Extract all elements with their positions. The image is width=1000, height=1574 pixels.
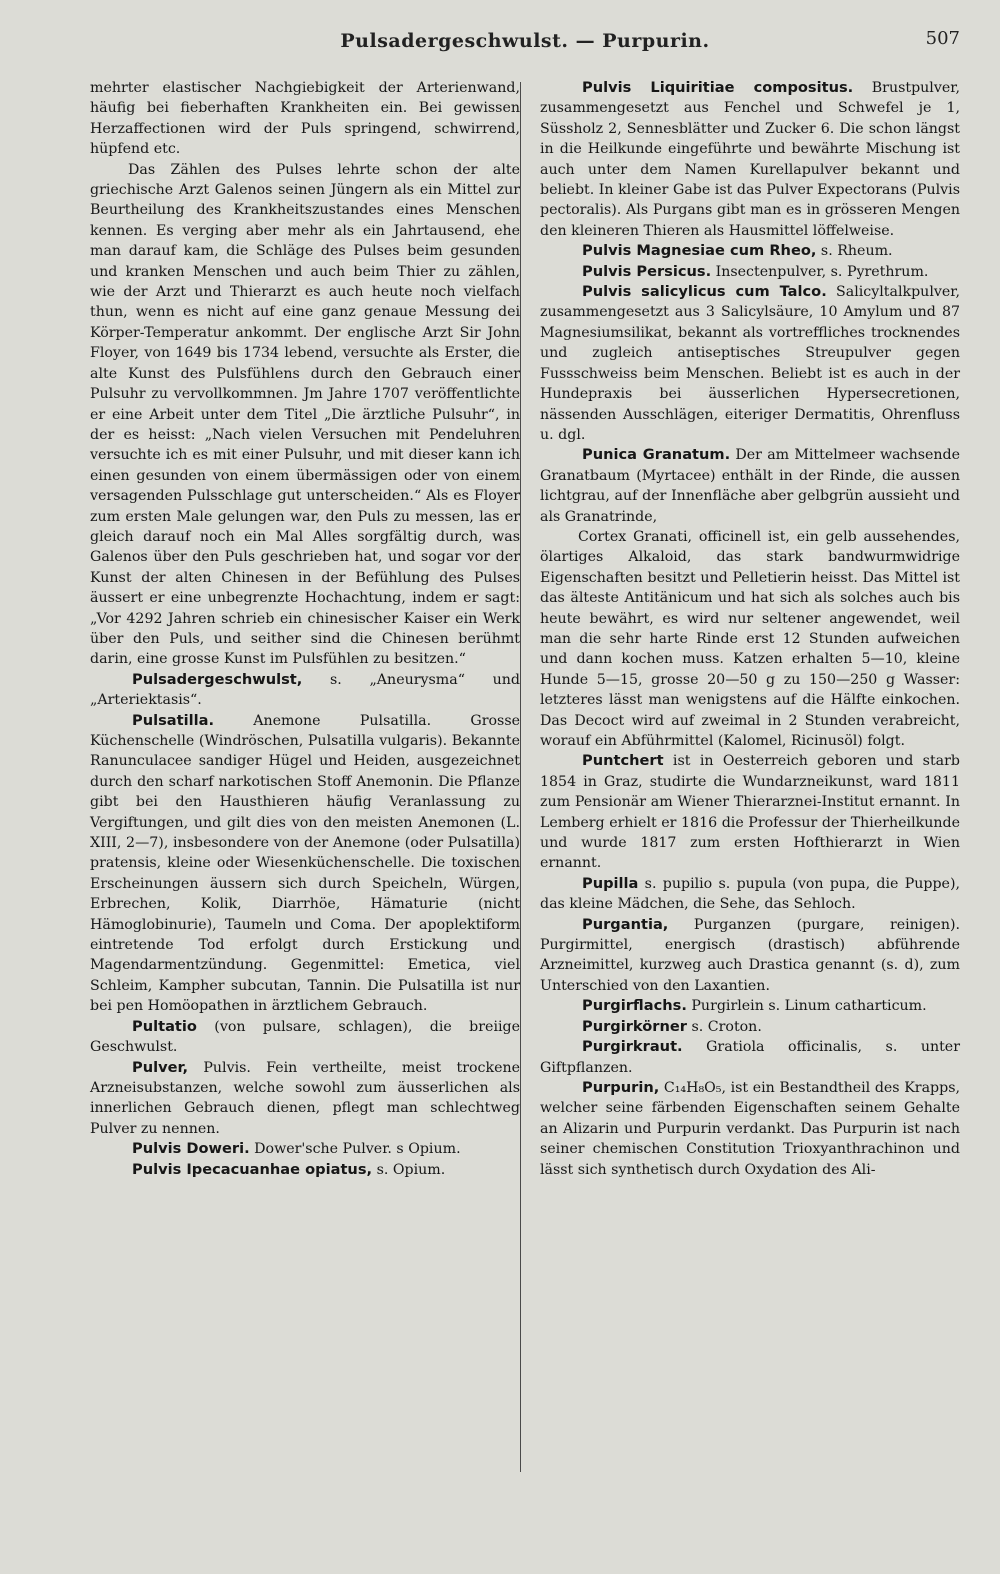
dictionary-entry	[90, 1160, 520, 1180]
entry-text: s. Rheum.	[816, 243, 893, 260]
dictionary-entry	[540, 78, 960, 241]
dictionary-entry	[540, 1017, 960, 1037]
entry-text: mehrter elastischer Nachgiebigkeit der Arterienwand, häufig bei fieberhaften Krankheiten ein. Bei gewissen Herzaffectionen wird der Puls springend, schwirrend, hüpfend etc.	[90, 80, 520, 158]
entry-headword: Pulvis Persicus.	[582, 262, 712, 280]
entry-headword: Pulvis Liquiritiae compositus.	[582, 79, 854, 96]
dictionary-entry	[540, 282, 960, 445]
entry-text: Purganzen (purgare, reinigen). Purgirmittel, energisch (drastisch) abführende Arzneimittel, kurzweg auch Drastica genannt (s. d), zum Unterschied von den Laxantien.	[540, 916, 960, 994]
entry-text: Brustpulver, zusammengesetzt aus Fenchel und Schwefel je 1, Süssholz 2, Sennesblätter und Zucker 6. Die schon längst in die Heilkunde eingeführte und bewährte Mischung ist auch unter dem Namen Kurellapulver bekannt und beliebt. In kleiner Gabe ist das Pulver Expectorans (Pulvis pectoralis). Als Purgans gibt man es in grösseren Mengen den kleineren Thieren als Hausmittel löffelweise.	[540, 80, 960, 239]
entry-text: Salicyltalkpulver, zusammengesetzt aus 3 Salicylsäure, 10 Amylum und 87 Magnesiumsilikat, bekannt als vortreffliches trocknendes und zugleich antiseptisches Streupulver gegen Fussschweiss beim Menschen. Beliebt ist es auch in der Hundepraxis bei äusserlichen Hypersecretionen, nässenden Ausschlägen, eiteriger Dermatitis, Ohrenfluss u. dgl.	[540, 284, 960, 443]
dictionary-entry	[90, 1017, 520, 1058]
entry-headword: Punica Granatum.	[582, 446, 731, 464]
dictionary-entry	[90, 1058, 520, 1140]
entry-headword: Purgirflachs.	[582, 997, 687, 1015]
entry-headword: Pulvis Magnesiae cum Rheo,	[582, 242, 817, 260]
entry-text: s. Opium.	[372, 1161, 446, 1178]
entry-text: s. Croton.	[686, 1018, 762, 1035]
paragraph	[540, 527, 960, 751]
left-column	[90, 78, 520, 1180]
dictionary-entry	[540, 241, 960, 261]
dictionary-entry	[540, 445, 960, 527]
page-header	[90, 26, 960, 60]
entry-text: Dower'sche Pulver. s Opium.	[249, 1141, 461, 1158]
paragraph	[90, 160, 520, 670]
running-title: Pulsadergeschwulst. — Purpurin.	[340, 30, 710, 52]
entry-headword: Pulvis Doweri.	[132, 1140, 250, 1158]
entry-text: s. pupilio s. pupula (von pupa, die Puppe), das kleine Mädchen, die Sehe, das Sehloch.	[540, 875, 960, 913]
dictionary-entry	[90, 711, 520, 1017]
entry-text: (von pulsare, schlagen), die breiige Geschwulst.	[90, 1018, 520, 1056]
dictionary-entry	[540, 996, 960, 1016]
entry-text: Anemone Pulsatilla. Grosse Küchenschelle (Windröschen, Pulsatilla vulgaris). Bekannte Ranunculacee sandiger Hügel und Heiden, ausgezeichnet durch den scharf narkotischen Stoff Anemonin. Die Pflanze gibt bei den Hausthieren häufig Veranlassung zu Vergiftungen, und gilt dies von den meisten Anemonen (L. XIII, 2—7), insbesondere von der Anemone (oder Pulsatilla) pratensis, kleine oder Wiesenküchenschelle. Die toxischen Erscheinungen äussern sich durch Speicheln, Würgen, Erbrechen, Kolik, Diarrhöe, Hämaturie (nicht Hämoglobinurie), Taumeln und Coma. Der apoplektiform eintretende Tod erfolgt durch Erstickung und Magendarmentzündung. Gegenmittel: Emetica, viel Schleim, Kampher subcutan, Tannin. Die Pulsatilla ist nur bei pen Homöopathen in ärztlichem Gebrauch.	[90, 712, 520, 1015]
page-number: 507	[925, 28, 960, 49]
entry-text: Gratiola officinalis, s. unter Giftpflanzen.	[540, 1039, 960, 1076]
entry-headword: Pulver,	[132, 1058, 189, 1076]
entry-headword: Purgantia,	[582, 915, 669, 933]
dictionary-entry	[540, 1037, 960, 1078]
paragraph	[90, 78, 520, 160]
entry-headword: Puntchert	[582, 752, 664, 770]
dictionary-entry	[540, 1078, 960, 1180]
entry-headword: Pupilla	[582, 874, 639, 892]
column-divider	[520, 82, 521, 1472]
entry-headword: Purgirkraut.	[582, 1038, 683, 1056]
dictionary-entry	[90, 1139, 520, 1159]
entry-headword: Pulvis Ipecacuanhae opiatus,	[132, 1160, 373, 1178]
entry-text: Purgirlein s. Linum catharticum.	[686, 998, 927, 1015]
entry-headword: Pultatio	[132, 1017, 197, 1035]
dictionary-entry	[540, 262, 960, 282]
entry-text: C₁₄H₈O₅, ist ein Bestandtheil des Krapps, welcher seine färbenden Eigenschaften seinem Gehalte an Alizarin und Purpurin verdankt. Das Purpurin ist nach seiner chemischen Constitution Trioxyanthrachinon und lässt sich synthetisch durch Oxydation des Ali-	[540, 1079, 960, 1178]
entry-headword: Pulsadergeschwulst,	[132, 670, 303, 688]
dictionary-entry	[540, 874, 960, 915]
dictionary-entry	[90, 670, 520, 711]
entry-text: Insectenpulver, s. Pyrethrum.	[711, 263, 929, 280]
dictionary-entry	[540, 751, 960, 873]
entry-headword: Pulvis salicylicus cum Talco.	[582, 283, 827, 301]
right-column	[540, 78, 960, 1180]
entry-text: Das Zählen des Pulses lehrte schon der alte griechische Arzt Galenos seinen Jüngern als ein Mittel zur Beurtheilung des Krankheitszustandes eines Menschen kennen. Es verging aber mehr als ein Jahrtausend, ehe man darauf kam, die Schläge des Pulses beim gesunden und kranken Menschen und auch beim Thier zu zählen, wie der Arzt und Thierarzt es auch heute noch vielfach thun, wenn es nicht auf eine ganz genaue Messung dei Körper-Temperatur ankommt. Der englische Arzt Sir John Floyer, von 1649 bis 1734 lebend, versuchte als Erster, die alte Kunst des Pulsfühlens durch den Gebrauch einer Pulsuhr zu vervollkommnen. Jm Jahre 1707 veröffentlichte er eine Arbeit unter dem Titel „Die ärztliche Pulsuhr“, in der es heisst: „Nach vielen Versuchen mit Pendeluhren versuchte ich es mit einer Pulsuhr, und mit dieser kann ich einen gesunden von einem übermässigen oder von einem versagenden Pulsschlage gut unterscheiden.“ Als es Floyer zum ersten Male gelungen war, den Puls zu messen, las er gleich darauf noch ein Mal Alles sorgfältig durch, was Galenos über den Puls geschrieben hat, und sogar vor der Kunst der alten Chinesen in der Befühlung des Pulses äussert er eine unbegrenzte Hochachtung, indem er sagt: „Vor 4292 Jahren schrieb ein chinesischer Kaiser ein Werk über den Puls, und seither sind die Chinesen berühmt darin, eine grosse Kunst im Pulsfühlen zu besitzen.“	[90, 161, 520, 668]
entry-headword: Purpurin,	[582, 1078, 660, 1096]
entry-text: ist in Oesterreich geboren und starb 1854 in Graz, studirte die Wundarzneikunst, ward 1811 zum Pensionär am Wiener Thierarznei-Institut ernannt. In Lemberg erhielt er 1816 die Professur der Thierheilkunde und wurde 1817 zum ersten Hofthierarzt in Wien ernannt.	[540, 753, 960, 872]
entry-text: Pulvis. Fein vertheilte, meist trockene Arzneisubstanzen, welche sowohl zum äusserlichen als innerlichen Gebrauch dienen, pflegt man schlechtweg Pulver zu nennen.	[90, 1059, 520, 1137]
dictionary-entry	[540, 915, 960, 997]
entry-text: Der am Mittelmeer wachsende Granatbaum (Myrtacee) enthält in der Rinde, die aussen lichtgrau, auf der Innenfläche aber gelbgrün aussieht und als Granatrinde,	[540, 447, 960, 525]
entry-text: s. „Aneurysma“ und „Arteriektasis“.	[90, 671, 520, 709]
entry-text: Cortex Granati, officinell ist, ein gelb aussehendes, ölartiges Alkaloid, das stark bandwurmwidrige Eigenschaften besitzt und Pelletierin heisst. Das Mittel ist das älteste Antitänicum und hat sich als solches auch bis heute bewährt, es wird nur seltener angewendet, weil man die sehr harte Rinde erst 12 Stunden aufweichen und dann kochen muss. Katzen erhalten 5—10, kleine Hunde 5—15, grosse 20—50 g zu 150—250 g Wasser: letzteres lässt man wenigstens auf die Hälfte einkochen. Das Decoct wird auf zweimal in 2 Stunden verabreicht, worauf ein Abführmittel (Kalomel, Ricinusöl) folgt.	[540, 528, 960, 749]
entry-headword: Purgirkörner	[582, 1017, 687, 1035]
entry-headword: Pulsatilla.	[132, 711, 214, 729]
